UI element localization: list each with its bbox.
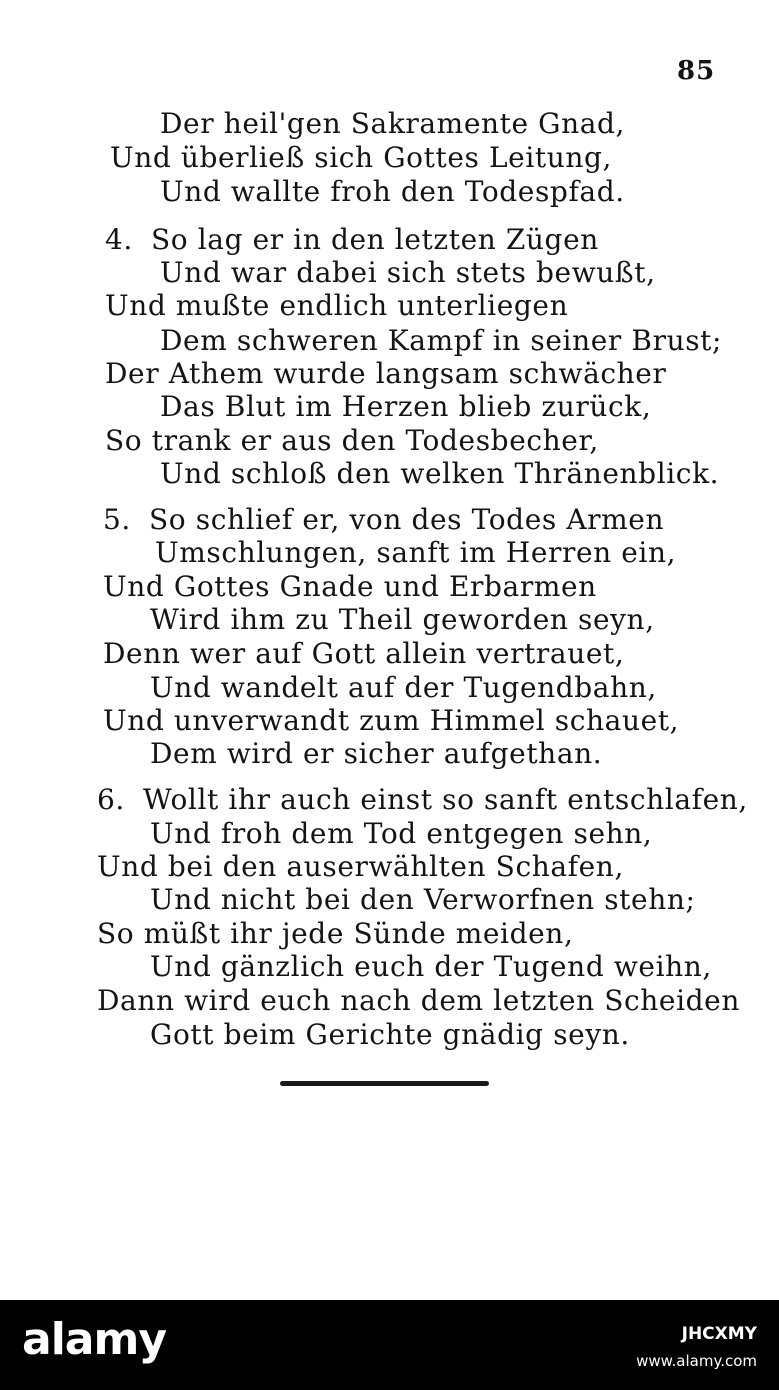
stock-id: JHCXMY — [681, 1324, 757, 1344]
line-text: Und mußte endlich unterliegen — [105, 289, 569, 322]
poem-line — [105, 289, 568, 323]
poem-line — [160, 256, 656, 290]
verse-number: 4. — [105, 223, 133, 256]
line-text: Dann wird euch nach dem letzten Scheiden — [97, 984, 740, 1017]
poem-line — [155, 536, 676, 570]
line-text: Und froh dem Tod entgegen sehn, — [150, 817, 653, 850]
line-text: Und gänzlich euch der Tugend weihn, — [150, 950, 712, 983]
line-text: Und schloß den welken Thränenblick. — [160, 457, 720, 490]
line-text: Und Gottes Gnade und Erbarmen — [103, 570, 597, 603]
poem-line — [97, 917, 573, 951]
line-text: So schlief er, von des Todes Armen — [149, 503, 665, 536]
line-text: Gott beim Gerichte gnädig seyn. — [150, 1018, 630, 1051]
poem-line — [160, 324, 722, 358]
poem-line — [97, 984, 740, 1018]
line-text: Der Athem wurde langsam schwächer — [105, 357, 667, 390]
poem-line — [160, 457, 719, 491]
poem-line — [103, 570, 597, 604]
poem-line — [150, 603, 655, 637]
poem-line — [97, 783, 748, 817]
line-text: Und wandelt auf der Tugendbahn, — [150, 671, 657, 704]
poem-line — [103, 503, 664, 537]
poem-line — [160, 390, 651, 424]
poem-line — [105, 424, 599, 458]
line-text: Denn wer auf Gott allein vertrauet, — [103, 637, 625, 670]
line-text: Und überließ sich Gottes Leitung, — [110, 141, 613, 174]
end-rule — [280, 1081, 489, 1086]
poem-line — [150, 883, 696, 917]
poem-line — [150, 950, 712, 984]
line-text: Wird ihm zu Theil geworden seyn, — [150, 603, 655, 636]
poem-line — [97, 850, 624, 884]
verse-number: 5. — [103, 503, 131, 536]
alamy-logo: alamy — [22, 1314, 166, 1365]
line-text: Dem schweren Kampf in seiner Brust; — [160, 324, 723, 357]
poem-line — [150, 737, 602, 771]
poem-line — [160, 175, 625, 209]
line-text: Und war dabei sich stets bewußt, — [160, 256, 656, 289]
poem-line — [150, 1018, 630, 1052]
line-text: Wollt ihr auch einst so sanft entschlafen, — [143, 783, 748, 816]
page-number: 85 — [677, 56, 716, 86]
line-text: Und wallte froh den Todespfad. — [160, 175, 625, 208]
line-text: Und unverwandt zum Himmel schauet, — [103, 704, 680, 737]
poem-line — [105, 223, 599, 257]
line-text: Dem wird er sicher aufgethan. — [150, 737, 603, 770]
line-text: So lag er in den letzten Zügen — [151, 223, 599, 256]
poem-line — [105, 357, 666, 391]
line-text: Der heil'gen Sakramente Gnad, — [160, 107, 626, 140]
verse-number: 6. — [97, 783, 125, 816]
line-text: So müßt ihr jede Sünde meiden, — [97, 917, 574, 950]
poem-line — [160, 107, 625, 141]
poem-line — [150, 671, 657, 705]
line-text: So trank er aus den Todesbecher, — [105, 424, 599, 457]
line-text: Umschlungen, sanft im Herren ein, — [155, 536, 677, 569]
poem-line — [103, 704, 679, 738]
poem-line — [103, 637, 624, 671]
poem-line — [150, 817, 652, 851]
line-text: Das Blut im Herzen blieb zurück, — [160, 390, 652, 423]
poem-line — [110, 141, 612, 175]
line-text: Und nicht bei den Verworfnen stehn; — [150, 883, 696, 916]
watermark-bar — [0, 1300, 779, 1390]
site-url: www.alamy.com — [636, 1352, 757, 1370]
line-text: Und bei den auserwählten Schafen, — [97, 850, 624, 883]
